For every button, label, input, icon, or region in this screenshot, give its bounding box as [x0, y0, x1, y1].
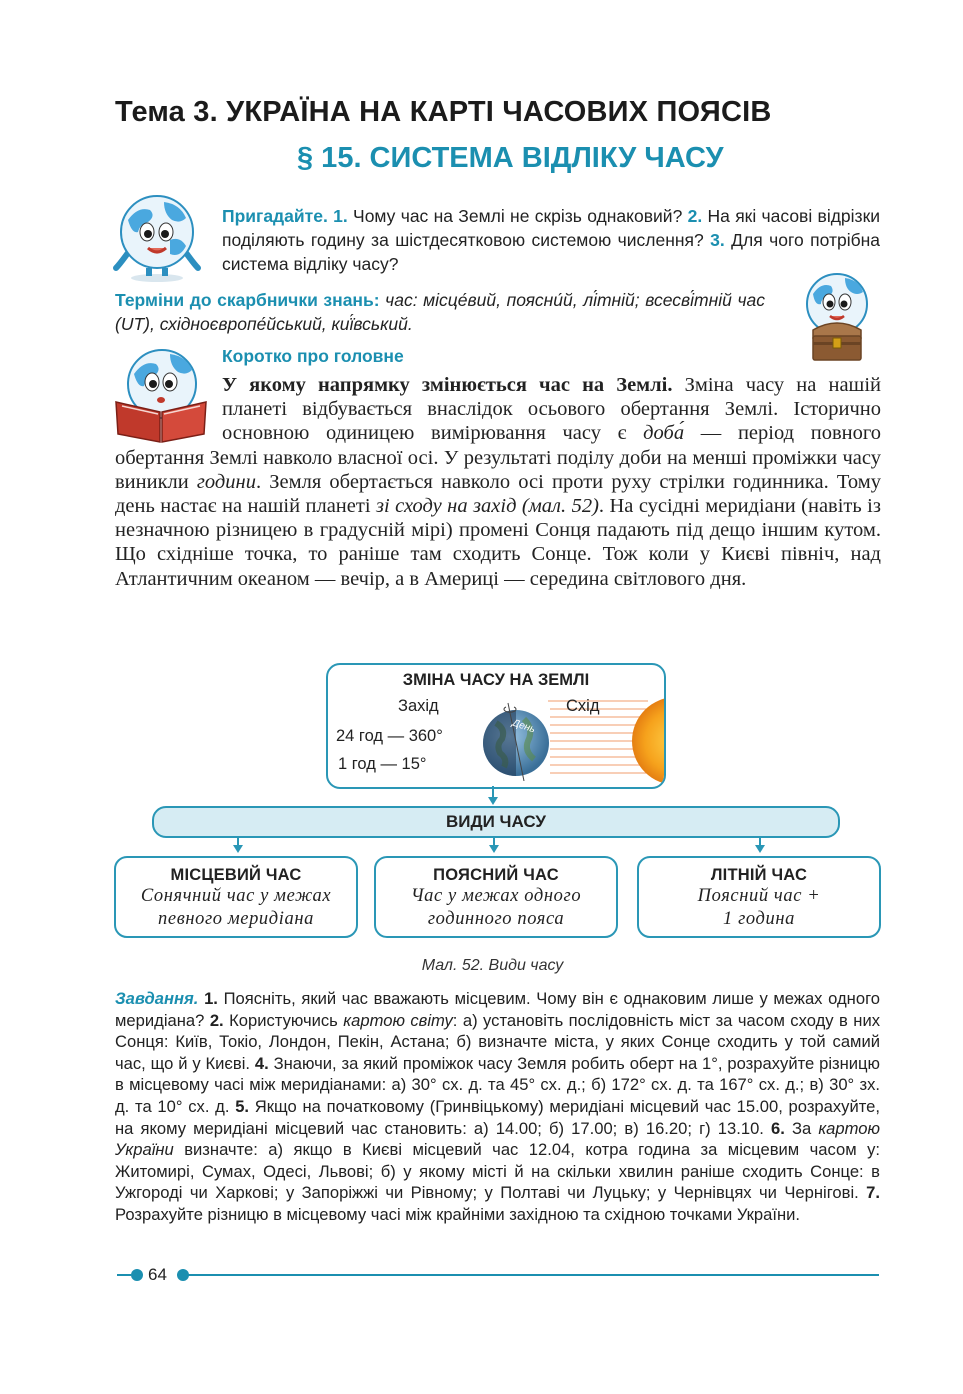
recall-n3: 3. [710, 230, 725, 250]
task-2a: Користуючись [223, 1010, 344, 1030]
zone-time-box [374, 856, 618, 938]
recall-n2: 2. [687, 206, 703, 226]
task-2-map: картою світу [343, 1010, 453, 1030]
sun-icon [630, 695, 666, 787]
recall-n1: 1. [333, 206, 348, 226]
footer-rule [173, 1268, 879, 1282]
figure-caption: Мал. 52. Види часу [421, 957, 564, 974]
page-number: 64 [148, 1265, 167, 1284]
recall-block [222, 204, 880, 276]
topic-prefix: Тема 3. [115, 96, 227, 128]
time-types-bar [152, 806, 840, 838]
arrow-head-3 [489, 845, 499, 853]
task-n6: 6. [771, 1118, 785, 1138]
east-label: Схід [566, 697, 600, 715]
task-4: Знаючи, за який проміжок часу Земля робить оберт на 1°, розрахуйте різницю в місцевому часі між меридіанами: а) 30° сх. д. та 45° сх. д.; б) 172° сх. д. та 167° сх. д.; в) 30° зх. д. та 10° сх. д. [115, 1053, 881, 1116]
ratio-1h: 1 год — 15° [338, 755, 427, 773]
topic-title [115, 96, 772, 129]
main-t3: . Земля обертається навколо осі проти руху стрілки годинника. Тому день настає на нашій планеті [115, 470, 881, 518]
terms-label: Терміни до скарбнички знань: [115, 290, 380, 310]
time-types-title: ВИДИ ЧАСУ [446, 812, 546, 831]
globe-mascot-chest-icon [795, 270, 879, 366]
arrow-head-4 [755, 845, 765, 853]
local-time-desc-2: певного меридіана [158, 909, 314, 929]
recall-q2: На які часові відрізки поділяють годину за шістдесятковою системою числення? [222, 206, 881, 250]
task-n1: 1. [204, 989, 218, 1008]
task-1: Поясніть, який час вважають місцевим. Чому він є однаковим лише у межах одного меридіана? [115, 989, 880, 1030]
main-text [115, 373, 881, 591]
main-t2: — період повного обертання Землі навколо власної осі. У результаті поділу доби на менші проміжки часу виникли [115, 422, 882, 493]
tasks-block [115, 988, 880, 1226]
zone-time-desc-2: годинного пояса [427, 909, 565, 929]
earth-globe-icon [480, 701, 552, 781]
globe-day-label: День [510, 717, 537, 736]
globe-mascot-icon [108, 188, 206, 284]
term-doba: доба́ [643, 422, 685, 445]
main-t1: Зміна часу на нашій планеті відбувається внаслідок осьового обертання Землі. Історично основною одиницею вимірювання часу є [222, 374, 881, 445]
diagram-title: ЗМІНА ЧАСУ НА ЗЕМЛІ [402, 671, 590, 689]
ratio-24h: 24 год — 360° [336, 727, 443, 745]
tasks-label: Завдання. [115, 989, 199, 1008]
task-2b: : а) установіть послідовність міст за часом сходу в них Сонця: Київ, Токіо, Лондон, Пекін, Астана; б) визначте міста, у яких Сонце сходить у той самий час, що й у Києві. [115, 1010, 881, 1073]
task-7: Розрахуйте різницю в місцевому часі між крайніми західною та східною точками України. [115, 1204, 801, 1224]
terms-text: час: місце́вий, поясни́й, лі́тній; всесві́тній час (UT), східноєвропе́йський, киї́вський. [115, 290, 765, 334]
terms-block [115, 288, 765, 336]
local-time-title: МІСЦЕВИЙ ЧАС [170, 866, 302, 884]
summer-time-box [637, 856, 881, 938]
main-heading: У якому напрямку змінюється час на Землі. [222, 374, 673, 396]
task-n2: 2. [209, 1010, 224, 1030]
time-change-box [326, 663, 666, 789]
summer-time-desc-2: 1 година [723, 909, 795, 929]
page-footer [117, 1262, 879, 1292]
zone-time-desc-1: Час у межах одного [410, 886, 582, 906]
recall-label: Пригадайте. [222, 206, 328, 226]
local-time-desc-1: Сонячний час у межах [140, 886, 332, 906]
recall-q1: Чому час на Землі не скрізь однаковий? [347, 206, 688, 226]
task-n4: 4. [254, 1053, 269, 1073]
topic-name: УКРАЇНА НА КАРТІ ЧАСОВИХ ПОЯСІВ [226, 96, 772, 128]
zone-time-title: ПОЯСНИЙ ЧАС [433, 866, 559, 884]
footer-ornament-left-icon [117, 1268, 147, 1282]
recall-q3: Для чого потрібна система відліку часу? [222, 230, 881, 274]
mascot-float-spacer [115, 373, 222, 445]
term-direction: зі сходу на захід (мал. 52) [375, 495, 599, 518]
west-label: Захід [398, 697, 439, 715]
task-n7: 7. [866, 1183, 880, 1203]
task-6-map: картою України [115, 1118, 880, 1160]
arrow-head-1 [488, 797, 498, 805]
paragraph-title: § 15. СИСТЕМА ВІДЛІКУ ЧАСУ [297, 142, 724, 174]
summer-time-title: ЛІТНІЙ ЧАС [710, 866, 808, 884]
task-n5: 5. [235, 1096, 250, 1116]
main-t4: . На сусідні меридіани (навіть із незначною різницею в градусній мірі) промені Сонця падають під дещо іншим кутом. Що східніше точка, то раніше там сходить Сонце. Тож коли у Києві північ, над Атлантичним океаном — вечір, а в Америці — середина світлового дня. [115, 495, 881, 590]
local-time-box [114, 856, 358, 938]
arrow-head-2 [233, 845, 243, 853]
task-6a: За [784, 1118, 819, 1138]
brief-heading: Коротко про головне [222, 346, 404, 366]
task-6b: визначте: а) якщо в Києві місцевий час 12.04, котра година за місцевим часом у: Житомирі, Сумах, Одесі, Львові; б) у якому місті й на скільки хвилин раніше сходить Сонце: в Ужгороді чи Харкові; у Запоріжжі чи Рівному; у Полтаві чи Луцьку; у Чернівцях чи Чернігові. [115, 1140, 880, 1203]
term-hodyny: години [196, 470, 256, 493]
summer-time-desc-1: Поясний час + [697, 886, 821, 906]
task-5: Якщо на початковому (Гринвіцькому) меридіані місцевий час 15.00, розрахуйте, на якому меридіані місцевий час становить: а) 14.00; б) 17.00; в) 16.20; г) 13.10. [115, 1096, 880, 1138]
